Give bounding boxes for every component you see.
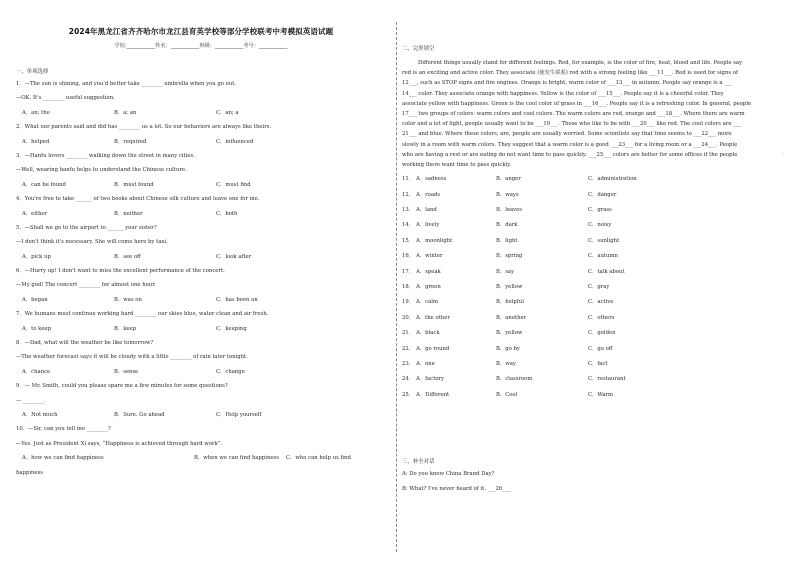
option-a[interactable]: A．sadness [416, 176, 447, 183]
exam-title: 2024年黑龙江省齐齐哈尔市龙江县育英学校等部分学校联考中考模拟英语试题 [68, 27, 334, 36]
option-a[interactable]: A．calm [416, 299, 438, 306]
question-line: —Well, wearing hanfu helps to understand the Chinese culture. [16, 167, 187, 174]
left-column [16, 26, 386, 477]
option-c[interactable]: C．sunlight [588, 237, 620, 244]
cloze-option-row [402, 192, 778, 199]
passage-line: red is an exciting and active color. They associate (使发生联系) red with a strong feeling like ___11___. Red is used for signs of [402, 70, 738, 77]
question-options [16, 139, 386, 146]
question-options [16, 110, 386, 117]
option-b[interactable]: B．spring [496, 253, 523, 260]
option-c[interactable]: C．talk about [588, 268, 625, 275]
question-line: 6．—Hurry up! I don't want to miss the excellent performance of the concert. [16, 268, 225, 275]
question-line: —OK. It's ________ useful suggestion. [16, 95, 115, 102]
option-b[interactable]: B．must found [114, 181, 154, 188]
section-heading-dialogue: 三、补全对话 [402, 459, 435, 466]
question-options [16, 254, 386, 261]
option-a[interactable]: A．chance [22, 368, 51, 375]
passage-line: who are having a rest or are eating do not want time to pass quickly. ___25___ colors are better for some offices if the people [402, 151, 738, 158]
passage-line: 14___ color. They associate orange with happiness. Yellow is the color of ___15___. People say it is a cheerful color. They [402, 90, 724, 97]
question-options [16, 455, 386, 462]
question-line: —The weather forecast says it will be cloudy with a little ________ of rain later tonight. [16, 354, 248, 361]
question-list [16, 81, 386, 477]
option-b[interactable]: B．way [496, 360, 516, 367]
question-options [16, 412, 386, 419]
option-c[interactable]: C．golden [588, 330, 616, 337]
dialogue-line: B: What? I've never heard of it. ___26___ [402, 486, 511, 493]
cloze-option-row [402, 284, 778, 291]
cloze-option-row [402, 315, 778, 322]
question-options [16, 182, 386, 189]
option-c[interactable]: C．restaurant [588, 376, 626, 383]
passage-line: Different things usually stand for different feelings. Red, for example, is the color of fire, heat, blood and life. People say [418, 60, 743, 66]
question-number: 11． [402, 176, 415, 183]
option-a[interactable]: A．the other [416, 314, 450, 321]
question-line: —I don't think it's necessary. She will come here by taxi. [16, 239, 168, 246]
option-b[interactable]: B．was on [114, 296, 142, 303]
question-number: 17． [402, 268, 415, 275]
dialogue-line: A: Do you know China Brand Day? [402, 471, 495, 478]
question-options [16, 326, 386, 333]
option-c[interactable]: C．administration [588, 176, 637, 183]
question-line: 8．—Dad, what will the weather be like tomorrow? [16, 340, 154, 347]
cloze-option-row [402, 330, 778, 337]
option-a[interactable]: A．can be found [22, 181, 66, 188]
student-info-line: 学校:___________姓名：___________班级：___________考号：___________ [114, 43, 288, 49]
option-b[interactable]: B．leaves [496, 207, 523, 214]
question-number: 12． [402, 191, 415, 198]
cloze-option-row [402, 207, 778, 214]
question-number: 16． [402, 253, 415, 260]
option-c[interactable]: C．fact [588, 360, 608, 367]
option-c[interactable]: C．who can help us find [286, 455, 351, 462]
option-b[interactable]: B．when we can find happiness [194, 455, 279, 462]
option-b[interactable]: B．a; an [114, 109, 137, 116]
question-line: 9．— Mr. Smith, could you please spare me a few minutes for some questions? [16, 383, 228, 390]
option-a[interactable]: A．one [416, 360, 435, 367]
option-a[interactable]: A．Not much [22, 411, 58, 418]
option-c[interactable]: C．Help yourself [216, 411, 262, 418]
option-c[interactable]: C．look after [216, 253, 252, 260]
option-a[interactable]: A．either [22, 210, 48, 217]
option-b[interactable]: B．helpful [496, 299, 524, 306]
dialogue-lines [402, 471, 778, 493]
question-options [16, 369, 386, 376]
question-number: 23． [402, 360, 415, 367]
question-number: 14． [402, 222, 415, 229]
section-heading-cloze: 二、完形填空 [402, 46, 435, 52]
option-c[interactable]: C．has been on [216, 296, 258, 303]
question-number: 19． [402, 299, 415, 306]
option-b[interactable]: B．yellow [496, 283, 523, 290]
option-b[interactable]: B．go by [496, 345, 520, 352]
passage-line: color and a lot of light, people usually want to be ___19___. Those who like to be with ___20___ like red. The cool colors are ___ [402, 121, 742, 128]
option-a[interactable]: A．factory [416, 376, 445, 383]
option-c[interactable]: C．influenced [216, 138, 254, 145]
cloze-option-row [402, 238, 778, 245]
option-a[interactable]: A．land [416, 207, 437, 214]
option-c[interactable]: C．change [216, 368, 245, 375]
option-c[interactable]: C．gray [588, 283, 610, 290]
question-number: 20． [402, 314, 415, 321]
question-number: 15． [402, 237, 415, 244]
margin-mark: · [783, 151, 785, 157]
question-number: 24． [402, 376, 415, 383]
cloze-option-row [402, 346, 778, 353]
cloze-option-row [402, 222, 778, 229]
passage-line: 21___ and blue. Where these colors, are, people are usually worried. Some scientists say that time seems to ___22___ more [402, 131, 732, 138]
option-b[interactable]: B．sense [114, 368, 139, 375]
question-line: 2．What our parents said and did has ________ us a lot. So our behaviors are always like theirs. [16, 124, 272, 131]
question-line: 3．—Hanfu lovers ________ walking down the street in many cities. [16, 152, 195, 159]
question-line: —Yes. Just as President Xi says, “Happiness is achieved through hard work”. [16, 440, 223, 447]
passage-line: associate yellow with happiness. Green is the cool color of grass in ___16___. People say it is a refreshing color. In general, people [402, 100, 752, 107]
question-line: 5．—Shall we go to the airport to ______ your sister? [16, 224, 157, 231]
option-a[interactable]: A．pick up [22, 253, 51, 260]
option-b[interactable]: B．say [496, 268, 515, 275]
question-line: — ________. [16, 397, 46, 404]
option-b[interactable]: B．required [114, 138, 147, 145]
passage-line: slowly in a room with warm colors. They suggest that a warm color is a good ___23___ for a living room or a ___24___. People [402, 141, 738, 148]
right-column [402, 44, 778, 501]
option-a[interactable]: A．Different [416, 391, 450, 398]
option-b[interactable]: B．light [496, 237, 518, 244]
option-c[interactable]: C．danger [588, 191, 617, 198]
question-line: 7．We humans must continue working hard ________ our skies blue, water clean and air fresh. [16, 311, 269, 318]
cloze-option-row [402, 299, 778, 306]
question-number: 18． [402, 283, 415, 290]
cloze-option-row [402, 253, 778, 260]
option-a[interactable]: A．lively [416, 222, 440, 229]
option-c[interactable]: C．noisy [588, 222, 612, 229]
question-options [16, 297, 386, 304]
option-c[interactable]: C．others [588, 314, 615, 321]
question-number: 13． [402, 207, 415, 214]
option-b[interactable]: B．keep [114, 325, 137, 332]
option-a[interactable]: A．began [22, 296, 48, 303]
option-c[interactable]: C．go off [588, 345, 613, 352]
option-a[interactable]: A．an; the [22, 109, 50, 116]
option-c[interactable]: C．grass [588, 207, 612, 214]
cloze-option-row [402, 269, 778, 276]
option-b[interactable]: B．classroom [496, 376, 533, 383]
option-c[interactable]: C．must find [216, 181, 251, 188]
option-b[interactable]: B．yellow [496, 330, 523, 337]
option-c-continuation: happiness [16, 469, 44, 476]
cloze-options [402, 176, 778, 398]
option-a[interactable]: A．winter [416, 253, 443, 260]
option-b[interactable]: B．anger [496, 176, 521, 183]
option-a[interactable]: A．speak [416, 268, 441, 275]
cloze-option-row [402, 376, 778, 383]
option-b[interactable]: B．another [496, 314, 527, 321]
option-a[interactable]: A．to keep [22, 325, 51, 332]
option-b[interactable]: B．ways [496, 191, 519, 198]
passage-line: working there want time to pass quickly. [402, 162, 512, 169]
passage-line: 12___, such as STOP signs and fire engines. Orange is bright, warm color of ___13___ in autumn. People say orange is a ___ [402, 80, 733, 87]
section-heading-single-choice: 一、单项选择 [16, 69, 49, 75]
option-a[interactable]: A．moonlight [416, 237, 453, 244]
option-b[interactable]: B．dark [496, 222, 518, 229]
option-c[interactable]: C．both [216, 210, 238, 217]
cloze-option-row [402, 392, 778, 399]
passage-line: 17___ two groups of colors: warm colors and cool colors. The warm colors are red, orange and ___18___. Where there are warm [402, 111, 745, 118]
question-line: —My god! The concert ________ for almost one hour. [16, 282, 156, 289]
cloze-option-row [402, 176, 778, 183]
option-b[interactable]: B．neither [114, 210, 143, 217]
option-c[interactable]: C．keeping [216, 325, 247, 332]
option-b[interactable]: B．Sure. Go ahead [114, 411, 165, 418]
question-line: 1．—The sun is shining, and you'd better take ________ umbrella when you go out. [16, 81, 237, 87]
option-a[interactable]: A．roads [416, 191, 441, 198]
option-c[interactable]: C．active [588, 299, 614, 306]
question-options [16, 211, 386, 218]
option-c[interactable]: C．autumn [588, 253, 618, 260]
question-line: 10．—Sir, can you tell me ________? [16, 426, 111, 433]
cloze-option-row [402, 361, 778, 368]
option-a[interactable]: A．black [416, 330, 440, 337]
option-b[interactable]: B．see off [114, 253, 141, 260]
question-number: 21． [402, 330, 415, 337]
option-a[interactable]: A．go round [416, 345, 450, 352]
option-a[interactable]: A．green [416, 283, 441, 290]
option-a[interactable]: A．how we can find happiness [22, 455, 104, 462]
option-b[interactable]: B．Cool [496, 391, 518, 398]
option-a[interactable]: A．helped [22, 138, 50, 145]
cloze-passage [402, 58, 778, 170]
column-divider [396, 22, 397, 552]
question-number: 22． [402, 345, 415, 352]
question-number: 25． [402, 391, 415, 398]
option-c[interactable]: C．an; a [216, 109, 239, 116]
option-c[interactable]: C．Warm [588, 391, 614, 398]
question-line: 4．You're free to take ______ of two books about Chinese silk culture and leave one for me. [16, 196, 260, 203]
